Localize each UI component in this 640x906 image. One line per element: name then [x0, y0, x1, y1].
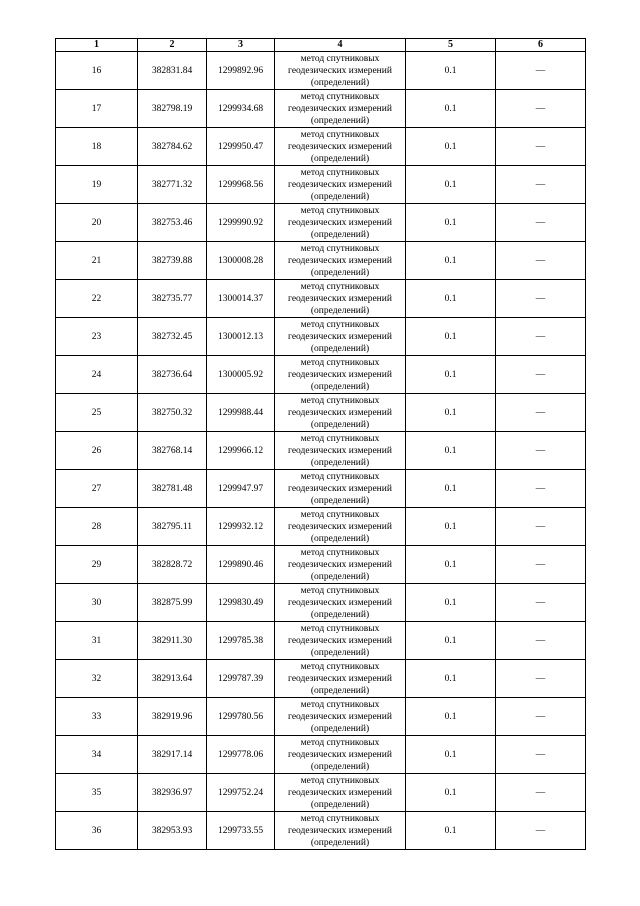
y-coordinate-cell: 1299778.06 [207, 736, 275, 774]
x-coordinate-cell: 382795.11 [138, 508, 207, 546]
method-text-line3: (определений) [310, 419, 370, 430]
x-coordinate-cell: 382781.48 [138, 470, 207, 508]
method-text-line3: (определений) [310, 647, 370, 658]
table-row [56, 128, 586, 166]
accuracy-cell: 0.1 [406, 698, 496, 736]
y-coordinate-cell: 1299932.12 [207, 508, 275, 546]
header-row [56, 39, 586, 52]
method-cell [275, 242, 406, 280]
method-text-line3: (определений) [310, 77, 370, 88]
method-text-line2: геодезических измерений [288, 597, 392, 608]
method-text-line1: метод спутниковых [300, 243, 380, 254]
table-row [56, 90, 586, 128]
y-coordinate-cell: 1299950.47 [207, 128, 275, 166]
table-row [56, 394, 586, 432]
method-text-line3: (определений) [310, 343, 370, 354]
method-text-line2: геодезических измерений [288, 787, 392, 798]
accuracy-cell: 0.1 [406, 508, 496, 546]
note-cell: — [496, 774, 586, 812]
method-text-line2: геодезических измерений [288, 179, 392, 190]
accuracy-cell: 0.1 [406, 52, 496, 90]
method-text-line1: метод спутниковых [300, 775, 380, 786]
x-coordinate-cell: 382753.46 [138, 204, 207, 242]
accuracy-cell: 0.1 [406, 318, 496, 356]
method-text-line1: метод спутниковых [300, 737, 380, 748]
note-cell: — [496, 660, 586, 698]
accuracy-cell: 0.1 [406, 90, 496, 128]
method-text-line1: метод спутниковых [300, 319, 380, 330]
method-text-line1: метод спутниковых [300, 623, 380, 634]
note-cell: — [496, 584, 586, 622]
table-row [56, 432, 586, 470]
method-cell [275, 736, 406, 774]
accuracy-cell: 0.1 [406, 774, 496, 812]
accuracy-cell: 0.1 [406, 622, 496, 660]
y-coordinate-cell: 1299733.55 [207, 812, 275, 850]
point-number-cell: 30 [56, 584, 138, 622]
x-coordinate-cell: 382732.45 [138, 318, 207, 356]
point-number-cell: 21 [56, 242, 138, 280]
accuracy-cell: 0.1 [406, 356, 496, 394]
y-coordinate-cell: 1299830.49 [207, 584, 275, 622]
point-number-cell: 28 [56, 508, 138, 546]
y-coordinate-cell: 1299988.44 [207, 394, 275, 432]
method-text-line1: метод спутниковых [300, 471, 380, 482]
header-col-4: 4 [275, 39, 406, 52]
method-cell [275, 470, 406, 508]
method-text-line3: (определений) [310, 191, 370, 202]
accuracy-cell: 0.1 [406, 128, 496, 166]
method-cell [275, 90, 406, 128]
table-row [56, 470, 586, 508]
y-coordinate-cell: 1299787.39 [207, 660, 275, 698]
method-text-line3: (определений) [310, 305, 370, 316]
y-coordinate-cell: 1299934.68 [207, 90, 275, 128]
method-text-line2: геодезических измерений [288, 483, 392, 494]
x-coordinate-cell: 382798.19 [138, 90, 207, 128]
method-text-line3: (определений) [310, 229, 370, 240]
table-row [56, 622, 586, 660]
table-row [56, 812, 586, 850]
note-cell: — [496, 204, 586, 242]
accuracy-cell: 0.1 [406, 166, 496, 204]
method-text-line3: (определений) [310, 495, 370, 506]
y-coordinate-cell: 1300008.28 [207, 242, 275, 280]
method-text-line2: геодезических измерений [288, 711, 392, 722]
method-text-line2: геодезических измерений [288, 255, 392, 266]
x-coordinate-cell: 382768.14 [138, 432, 207, 470]
accuracy-cell: 0.1 [406, 394, 496, 432]
method-cell [275, 546, 406, 584]
method-text-line3: (определений) [310, 761, 370, 772]
method-text-line3: (определений) [310, 571, 370, 582]
accuracy-cell: 0.1 [406, 584, 496, 622]
method-cell [275, 774, 406, 812]
table-row [56, 698, 586, 736]
y-coordinate-cell: 1299947.97 [207, 470, 275, 508]
table-row [56, 52, 586, 90]
table-row [56, 356, 586, 394]
method-text-line3: (определений) [310, 837, 370, 848]
method-text-line2: геодезических измерений [288, 673, 392, 684]
method-text-line1: метод спутниковых [300, 585, 380, 596]
x-coordinate-cell: 382771.32 [138, 166, 207, 204]
x-coordinate-cell: 382913.64 [138, 660, 207, 698]
method-cell [275, 280, 406, 318]
method-text-line2: геодезических измерений [288, 65, 392, 76]
point-number-cell: 23 [56, 318, 138, 356]
table-row [56, 736, 586, 774]
header-col-2: 2 [138, 39, 207, 52]
note-cell: — [496, 280, 586, 318]
method-text-line1: метод спутниковых [300, 357, 380, 368]
note-cell: — [496, 90, 586, 128]
method-text-line1: метод спутниковых [300, 167, 380, 178]
note-cell: — [496, 698, 586, 736]
point-number-cell: 27 [56, 470, 138, 508]
note-cell: — [496, 166, 586, 204]
y-coordinate-cell: 1299892.96 [207, 52, 275, 90]
method-text-line1: метод спутниковых [300, 395, 380, 406]
note-cell: — [496, 470, 586, 508]
x-coordinate-cell: 382919.96 [138, 698, 207, 736]
method-text-line1: метод спутниковых [300, 509, 380, 520]
method-cell [275, 204, 406, 242]
method-text-line2: геодезических измерений [288, 141, 392, 152]
method-text-line1: метод спутниковых [300, 281, 380, 292]
y-coordinate-cell: 1300005.92 [207, 356, 275, 394]
method-text-line2: геодезических измерений [288, 445, 392, 456]
y-coordinate-cell: 1300012.13 [207, 318, 275, 356]
method-cell [275, 508, 406, 546]
method-cell [275, 622, 406, 660]
accuracy-cell: 0.1 [406, 280, 496, 318]
accuracy-cell: 0.1 [406, 432, 496, 470]
note-cell: — [496, 52, 586, 90]
accuracy-cell: 0.1 [406, 546, 496, 584]
method-cell [275, 356, 406, 394]
y-coordinate-cell: 1299780.56 [207, 698, 275, 736]
y-coordinate-cell: 1300014.37 [207, 280, 275, 318]
method-text-line2: геодезических измерений [288, 407, 392, 418]
x-coordinate-cell: 382750.32 [138, 394, 207, 432]
y-coordinate-cell: 1299990.92 [207, 204, 275, 242]
point-number-cell: 34 [56, 736, 138, 774]
method-text-line1: метод спутниковых [300, 53, 380, 64]
table-row [56, 204, 586, 242]
method-text-line3: (определений) [310, 457, 370, 468]
point-number-cell: 33 [56, 698, 138, 736]
method-text-line3: (определений) [310, 153, 370, 164]
accuracy-cell: 0.1 [406, 812, 496, 850]
x-coordinate-cell: 382831.84 [138, 52, 207, 90]
method-text-line2: геодезических измерений [288, 369, 392, 380]
table-row [56, 660, 586, 698]
method-text-line2: геодезических измерений [288, 749, 392, 760]
method-cell [275, 394, 406, 432]
accuracy-cell: 0.1 [406, 660, 496, 698]
point-number-cell: 17 [56, 90, 138, 128]
table-row [56, 242, 586, 280]
method-text-line3: (определений) [310, 609, 370, 620]
accuracy-cell: 0.1 [406, 470, 496, 508]
point-number-cell: 22 [56, 280, 138, 318]
point-number-cell: 29 [56, 546, 138, 584]
table-body [56, 52, 586, 850]
y-coordinate-cell: 1299966.12 [207, 432, 275, 470]
note-cell: — [496, 394, 586, 432]
note-cell: — [496, 546, 586, 584]
table-row [56, 166, 586, 204]
x-coordinate-cell: 382917.14 [138, 736, 207, 774]
header-col-6: 6 [496, 39, 586, 52]
table-row [56, 318, 586, 356]
table-header [56, 39, 586, 52]
accuracy-cell: 0.1 [406, 204, 496, 242]
note-cell: — [496, 432, 586, 470]
method-cell [275, 698, 406, 736]
method-text-line2: геодезических измерений [288, 103, 392, 114]
point-number-cell: 24 [56, 356, 138, 394]
point-number-cell: 36 [56, 812, 138, 850]
method-cell [275, 318, 406, 356]
method-cell [275, 660, 406, 698]
method-text-line2: геодезических измерений [288, 635, 392, 646]
method-text-line1: метод спутниковых [300, 205, 380, 216]
method-text-line1: метод спутниковых [300, 661, 380, 672]
header-col-3: 3 [207, 39, 275, 52]
point-number-cell: 19 [56, 166, 138, 204]
method-text-line3: (определений) [310, 799, 370, 810]
point-number-cell: 20 [56, 204, 138, 242]
point-number-cell: 26 [56, 432, 138, 470]
method-text-line3: (определений) [310, 267, 370, 278]
method-text-line1: метод спутниковых [300, 699, 380, 710]
method-text-line3: (определений) [310, 381, 370, 392]
method-text-line2: геодезических измерений [288, 825, 392, 836]
method-text-line2: геодезических измерений [288, 521, 392, 532]
header-col-5: 5 [406, 39, 496, 52]
y-coordinate-cell: 1299752.24 [207, 774, 275, 812]
table-row [56, 546, 586, 584]
y-coordinate-cell: 1299890.46 [207, 546, 275, 584]
point-number-cell: 18 [56, 128, 138, 166]
method-cell [275, 584, 406, 622]
x-coordinate-cell: 382739.88 [138, 242, 207, 280]
method-text-line1: метод спутниковых [300, 547, 380, 558]
x-coordinate-cell: 382953.93 [138, 812, 207, 850]
note-cell: — [496, 622, 586, 660]
table-row [56, 280, 586, 318]
point-number-cell: 25 [56, 394, 138, 432]
note-cell: — [496, 508, 586, 546]
table-row [56, 584, 586, 622]
note-cell: — [496, 242, 586, 280]
x-coordinate-cell: 382828.72 [138, 546, 207, 584]
method-text-line1: метод спутниковых [300, 129, 380, 140]
note-cell: — [496, 356, 586, 394]
method-text-line1: метод спутниковых [300, 433, 380, 444]
table-row [56, 508, 586, 546]
note-cell: — [496, 128, 586, 166]
coordinates-table [55, 38, 586, 850]
x-coordinate-cell: 382936.97 [138, 774, 207, 812]
note-cell: — [496, 736, 586, 774]
y-coordinate-cell: 1299968.56 [207, 166, 275, 204]
method-text-line1: метод спутниковых [300, 91, 380, 102]
method-text-line2: геодезических измерений [288, 559, 392, 570]
method-text-line3: (определений) [310, 685, 370, 696]
accuracy-cell: 0.1 [406, 242, 496, 280]
method-text-line2: геодезических измерений [288, 331, 392, 342]
accuracy-cell: 0.1 [406, 736, 496, 774]
x-coordinate-cell: 382736.64 [138, 356, 207, 394]
method-text-line3: (определений) [310, 723, 370, 734]
method-text-line3: (определений) [310, 533, 370, 544]
y-coordinate-cell: 1299785.38 [207, 622, 275, 660]
method-cell [275, 166, 406, 204]
method-text-line3: (определений) [310, 115, 370, 126]
method-text-line1: метод спутниковых [300, 813, 380, 824]
method-cell [275, 52, 406, 90]
x-coordinate-cell: 382735.77 [138, 280, 207, 318]
note-cell: — [496, 812, 586, 850]
x-coordinate-cell: 382911.30 [138, 622, 207, 660]
x-coordinate-cell: 382875.99 [138, 584, 207, 622]
method-text-line2: геодезических измерений [288, 293, 392, 304]
point-number-cell: 35 [56, 774, 138, 812]
point-number-cell: 16 [56, 52, 138, 90]
x-coordinate-cell: 382784.62 [138, 128, 207, 166]
table-row [56, 774, 586, 812]
method-cell [275, 432, 406, 470]
header-col-1: 1 [56, 39, 138, 52]
point-number-cell: 31 [56, 622, 138, 660]
method-cell [275, 128, 406, 166]
method-cell [275, 812, 406, 850]
note-cell: — [496, 318, 586, 356]
method-text-line2: геодезических измерений [288, 217, 392, 228]
point-number-cell: 32 [56, 660, 138, 698]
